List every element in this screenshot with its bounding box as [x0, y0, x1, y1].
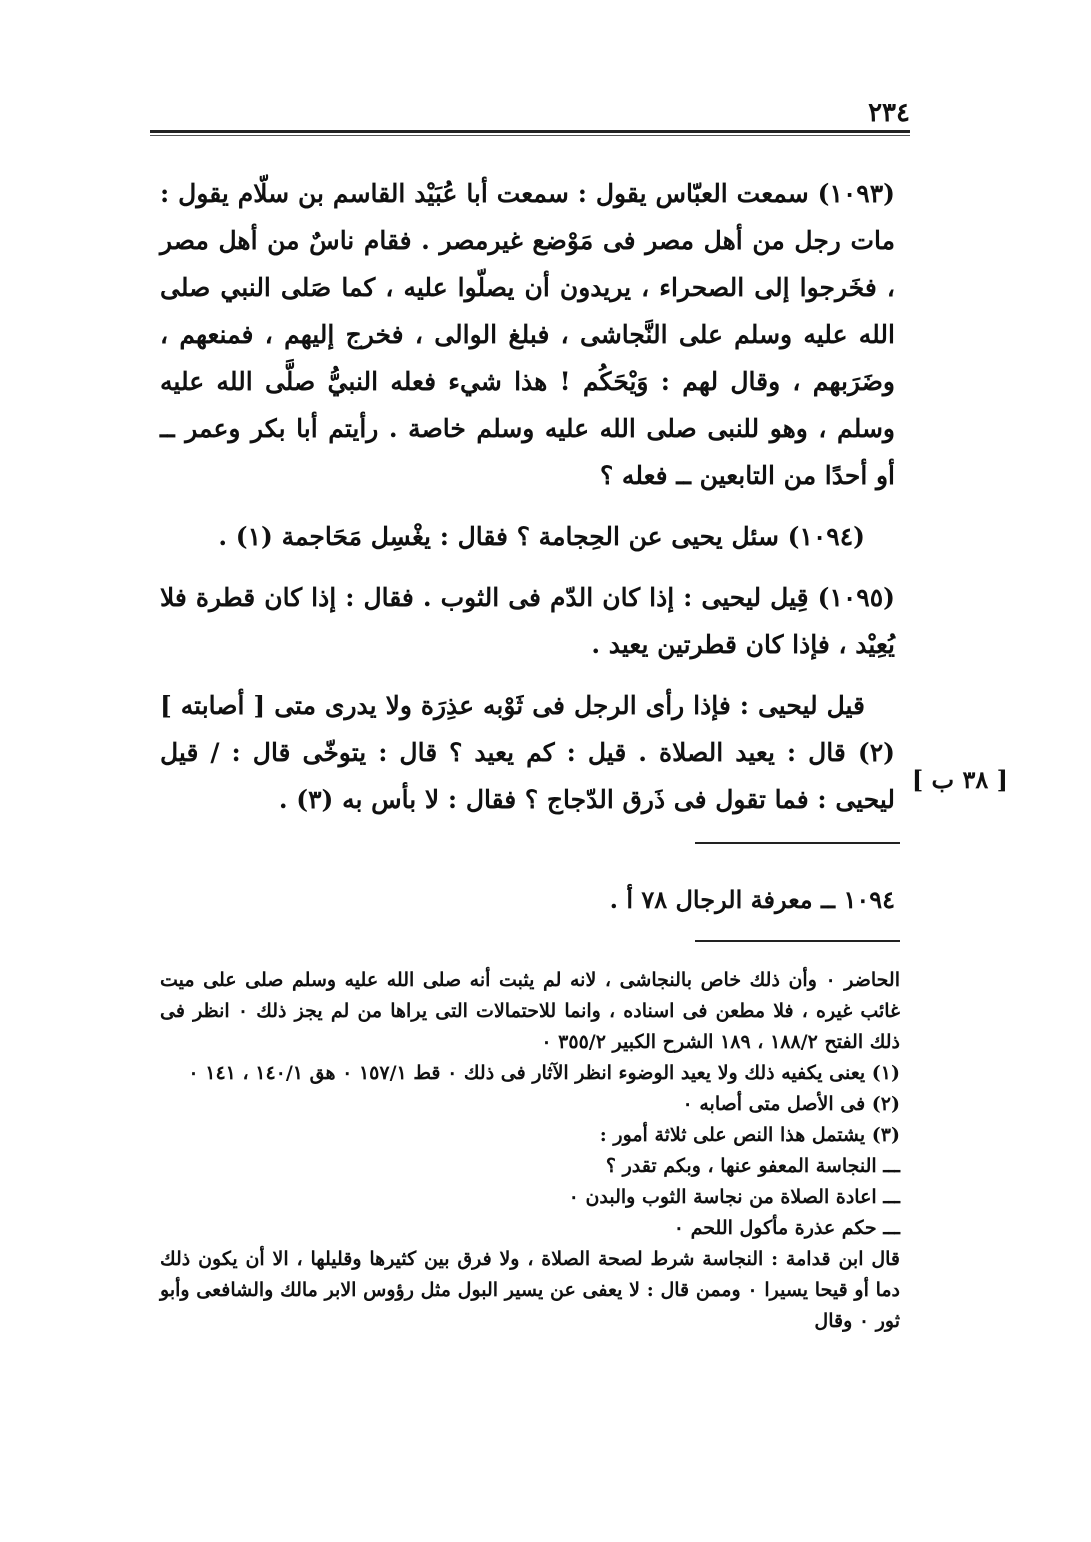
separator-rule	[695, 842, 900, 844]
header-rule-thin	[150, 135, 910, 136]
footnote-3: (٣) يشتمل هذا النص على ثلاثة أمور :	[599, 1124, 900, 1146]
paragraph-continuation: قيل ليحيى : فإذا رأى الرجل فى ثَوْبه عذِرَة ولا يدرى متى [ أصابته ] (٢) قال : يعيد الصلاة . قيل : كم يعيد ؟ قال : يتوخّى قال : / قيل ليحيى : فما تقول فى ذَرق الدّجاج ؟ فقال : لا بأس به (٣) .	[160, 691, 895, 814]
source-reference: ١٠٩٤ ــ معرفة الرجال ٧٨ أ .	[609, 885, 895, 914]
paragraph-1094: (١٠٩٤) سئل يحيى عن الحِجامة ؟ فقال : يغْسِل مَحَاجمة (١) .	[218, 522, 865, 551]
header-rule	[150, 130, 910, 133]
footnote-1: (١) يعنى يكفيه ذلك ولا يعيد الوضوء انظر الآثار فى ذلك ٠ قط ١٥٧/١ ٠ هق ١٤٠/١ ، ١٤١ ٠	[188, 1062, 900, 1084]
footnote-2: (٢) فى الأصل متى أصابه ٠	[682, 1093, 900, 1115]
footnote-3-item: ـــ النجاسة المعفو عنها ، وبكم تقدر ؟	[605, 1155, 900, 1177]
paragraph-1095: (١٠٩٥) قِيل ليحيى : إذا كان الدّم فى الثوب . فقال : إذا كان قطرة فلا يُعِيْد ، فإذا كان قطرتين يعيد .	[160, 583, 895, 659]
paragraph-1093: (١٠٩٣) سمعت العبّاس يقول : سمعت أبا عُبَيْد القاسم بن سلّام يقول : مات رجل من أهل مصر فى مَوْضع غيرمصر . فقام ناسٌ من أهل مصر ، فخَرجوا إلى الصحراء ، يريدون أن يصلّوا عليه ، كما صَلى النبي صلى الله عليه وسلم على النَّجاشى ، فبلغ الوالى ، فخرج إليهم ، فمنعهم ، وضَرَبهم ، وقال لهم : وَيْحَكُم ! هذا شيء فعله النبيُّ صلَّى الله عليه وسلم ، وهو للنبى صلى الله عليه وسلم خاصة . رأيتم أبا بكر وعمر ــ أو أحدًا من التابعين ــ فعله ؟	[160, 179, 895, 490]
footnote-3-item: ـــ حكم عذرة مأكول اللحم ٠	[673, 1217, 900, 1239]
footnotes	[160, 965, 900, 1337]
footnote-continued: الحاضر ٠ وأن ذلك خاص بالنجاشى ، لانه لم يثبت أنه صلى الله عليه وسلم صلى على ميت غائب غيره ، فلا مطعن فى اسناده ، وانما للاحتمالات التى يراها من لم يجز ذلك ٠ انظر فى ذلك الفتح ١٨٨/٢ ، ١٨٩ الشرح الكبير ٣٥٥/٢ ٠	[160, 969, 900, 1053]
footnote-separator	[695, 940, 900, 942]
margin-folio-note: [ ٣٨ ب ]	[911, 765, 1008, 794]
footnote-3-item: ـــ اعادة الصلاة من نجاسة الثوب والبدن ٠	[568, 1186, 900, 1208]
footnote-3-quote: قال ابن قدامة : النجاسة شرط لصحة الصلاة ، ولا فرق بين كثيرها وقليلها ، الا أن يكون ذلك دما أو قيحا يسيرا ٠ وممن قال : لا يعفى عن يسير البول مثل رؤوس الابر مالك والشافعى وأبو ثور ٠ وقال	[160, 1248, 901, 1332]
page-number: ٢٣٤	[868, 98, 910, 128]
main-text	[160, 170, 895, 837]
